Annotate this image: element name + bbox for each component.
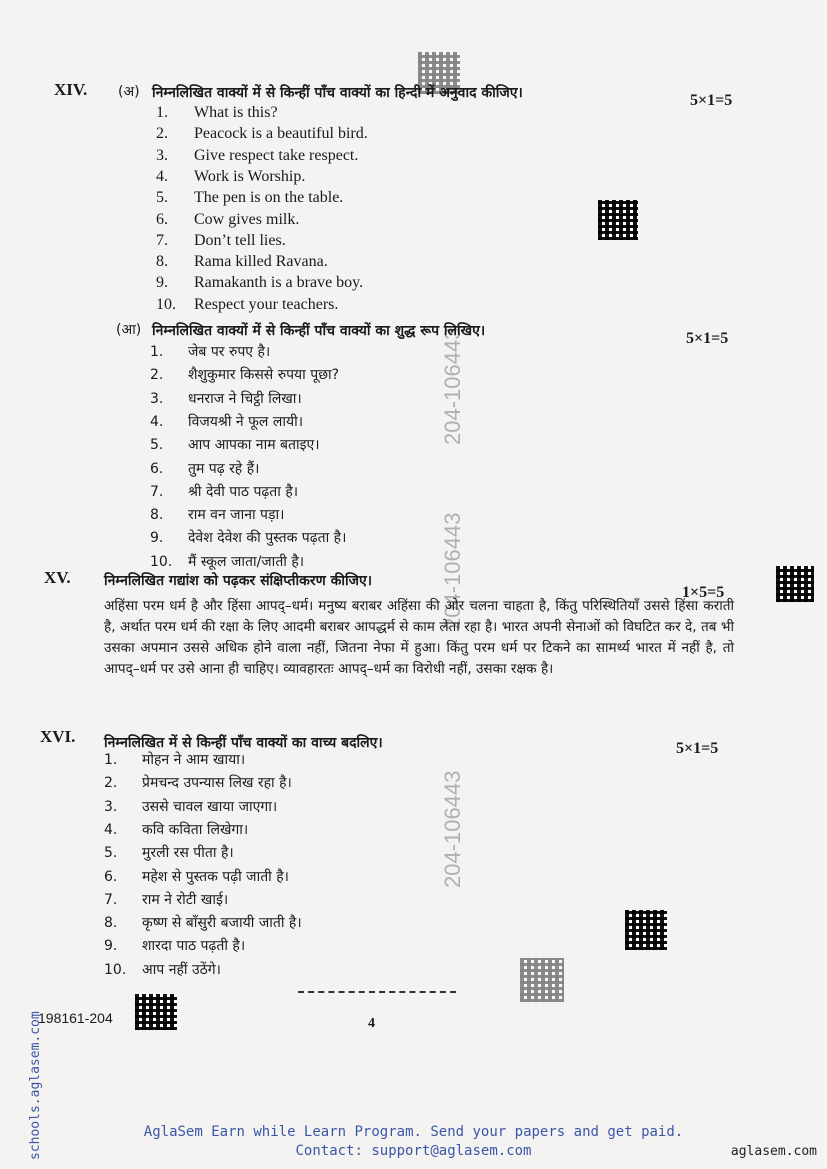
- watermark-2: 204-106443: [440, 512, 465, 630]
- q14-part-b-marks: 5×1=5: [686, 330, 729, 347]
- q16-item: [104, 913, 302, 932]
- q16-item-number: 10.: [104, 961, 127, 978]
- watermark-1: 204-106443: [440, 327, 465, 445]
- q15-instruction: निम्नलिखित गद्यांश को पढ़कर संक्षिप्तीकरण कीजिए।: [104, 573, 373, 589]
- question-number-15: XV.: [44, 568, 71, 587]
- q14a-item-number: 9.: [156, 274, 168, 292]
- q14b-item: [150, 528, 346, 547]
- q14b-item-number: 7.: [150, 483, 164, 500]
- q16-item: [104, 867, 289, 886]
- q14a-item-text: Rama killed Ravana.: [194, 253, 328, 271]
- q14b-item-text: आप आपका नाम बताइए।: [188, 437, 320, 454]
- q14b-item-text: राम वन जाना पड़ा।: [188, 507, 285, 524]
- q16-item-text: कवि कविता लिखेगा।: [142, 821, 249, 838]
- q14b-item: [150, 412, 303, 431]
- q14a-item-number: 7.: [156, 231, 168, 249]
- q14-part-b-instruction: निम्नलिखित वाक्यों में से किन्हीं पाँच वाक्यों का शुद्ध रूप लिखिए।: [152, 323, 486, 339]
- q14a-item-number: 5.: [156, 189, 168, 207]
- q14a-item-number: 10.: [156, 295, 176, 313]
- q16-item-text: प्रेमचन्द उपन्यास लिख रहा है।: [142, 775, 292, 792]
- q14b-item: [150, 365, 339, 384]
- q14b-item-text: तुम पढ़ रहे हैं।: [188, 460, 260, 477]
- q16-item: [104, 750, 245, 769]
- q14b-item-text: देवेश देवेश की पुस्तक पढ़ता है।: [188, 530, 347, 547]
- q14b-item-number: 5.: [150, 437, 164, 454]
- q16-item-text: महेश से पुस्तक पढ़ी जाती है।: [142, 868, 289, 885]
- q14b-item-number: 3.: [150, 390, 164, 407]
- q16-item-text: कृष्ण से बाँसुरी बजायी जाती है।: [142, 915, 302, 932]
- q14a-item: [156, 211, 299, 229]
- q14a-item-text: Peacock is a beautiful bird.: [194, 125, 368, 143]
- q16-item-number: 1.: [104, 752, 118, 768]
- q14a-item: [156, 253, 328, 271]
- datamatrix-code-center: [520, 958, 564, 1002]
- q14b-item-text: शैशुकुमार किससे रुपया पूछा?: [188, 367, 340, 384]
- q16-item-number: 7.: [104, 891, 118, 908]
- q16-item-number: 2.: [104, 775, 118, 792]
- q14b-item-number: 2.: [150, 367, 164, 384]
- page-number: 4: [368, 1016, 375, 1031]
- q14b-item: [150, 482, 298, 501]
- q16-item-text: उससे चावल खाया जाएगा।: [142, 798, 278, 815]
- q16-item-number: 4.: [104, 821, 118, 838]
- q14a-item-text: Cow gives milk.: [194, 210, 300, 228]
- q15-passage: अहिंसा परम धर्म है और हिंसा आपद्–धर्म। मनुष्य बराबर अहिंसा की ओर चलना चाहता है, किंतु परिस्थितियाँ उससे हिंसा कराती है, अर्थात परम धर्म की रक्षा के लिए आदमी बराबर आपद्धर्म से काम लेता रहा है। भारत अपनी सेनाओं को विघटित कर दे, तब भी उसका अपमान उससे अधिक होने वाला नहीं, जितना नेफा में हुआ। किंतु परम धर्म पर टिकने का सामर्थ्य भारत में नहीं है, तो आपद्–धर्म पर उसे आना ही चाहिए। व्यावहारतः आपद्–धर्म का विरोधी नहीं, उसका रक्षक है।: [104, 598, 734, 677]
- q14b-item-number: 10.: [150, 553, 173, 570]
- q16-instruction: निम्नलिखित में से किन्हीं पाँच वाक्यों का वाच्य बदलिए।: [104, 735, 383, 751]
- q14b-item-text: श्री देवी पाठ पढ़ता है।: [188, 483, 299, 500]
- q14a-item-text: What is this?: [194, 104, 278, 121]
- q16-item: [104, 797, 277, 816]
- q16-item: [104, 960, 221, 979]
- q14a-item: [156, 296, 338, 314]
- q16-item-text: शारदा पाठ पढ़ती है।: [142, 938, 246, 955]
- q14a-item-text: Don’t tell lies.: [194, 231, 286, 249]
- q14a-item: [156, 147, 358, 165]
- q16-item-text: मोहन ने आम खाया।: [142, 752, 246, 768]
- q14b-item-number: 4.: [150, 413, 164, 430]
- datamatrix-code-footer: [135, 994, 177, 1030]
- watermark-3: 204-106443: [440, 770, 465, 888]
- qr-code-margin: [776, 566, 814, 602]
- datamatrix-code-right: [598, 200, 638, 240]
- q16-item: [104, 936, 245, 955]
- q14b-item: [150, 459, 259, 478]
- q14b-item-number: 8.: [150, 507, 164, 524]
- q14b-item-number: 6.: [150, 460, 164, 477]
- q14b-item-number: 1.: [150, 344, 164, 360]
- side-website-text: schools.aglasem.com: [28, 1011, 43, 1160]
- q14b-item: [150, 435, 320, 454]
- q14a-item-number: 4.: [156, 167, 168, 185]
- q16-item: [104, 890, 228, 909]
- q14b-item: [150, 389, 302, 408]
- q15-marks: 1×5=5: [682, 584, 725, 601]
- q16-item-text: राम ने रोटी खाई।: [142, 891, 229, 908]
- q16-marks: 5×1=5: [676, 740, 719, 757]
- paper-code: 198161-204: [38, 1010, 113, 1026]
- footer-line-1: AglaSem Earn while Learn Program. Send your papers and get paid.: [143, 1124, 684, 1140]
- question-number-16: XVI.: [40, 727, 76, 746]
- q14a-item-number: 1.: [156, 104, 168, 121]
- datamatrix-code-lower: [625, 910, 667, 950]
- q16-item-number: 9.: [104, 938, 118, 955]
- q14a-item: [156, 189, 343, 207]
- q14-part-a-instruction: निम्नलिखित वाक्यों में से किन्हीं पाँच वाक्यों का हिन्दी में अनुवाद कीजिए।: [152, 85, 523, 101]
- q14b-item: [150, 552, 304, 571]
- q14a-item-number: 3.: [156, 146, 168, 164]
- footer-contact[interactable]: Contact: support@aglasem.com: [295, 1143, 532, 1159]
- q14a-item-text: The pen is on the table.: [194, 189, 344, 207]
- q14b-item-text: धनराज ने चिट्ठी लिखा।: [188, 390, 302, 407]
- q14a-item-text: Give respect take respect.: [194, 146, 359, 164]
- q16-item: [104, 843, 234, 862]
- q14a-item-text: Respect your teachers.: [194, 295, 339, 313]
- q14b-item: [150, 342, 270, 361]
- q14a-item-number: 2.: [156, 125, 168, 143]
- q14b-item-number: 9.: [150, 530, 164, 547]
- q14b-item: [150, 505, 284, 524]
- q14a-item: [156, 168, 305, 186]
- q16-item-number: 3.: [104, 798, 118, 815]
- q14-part-b-label: (आ): [116, 322, 142, 338]
- q14-part-a-label: (अ): [118, 84, 140, 100]
- q14a-item-number: 8.: [156, 253, 168, 271]
- footer-site-link[interactable]: aglasem.com: [730, 1144, 817, 1159]
- q14a-item-text: Ramakanth is a brave boy.: [194, 274, 364, 292]
- q14a-item: [156, 125, 368, 143]
- q14a-item-number: 6.: [156, 210, 168, 228]
- q14a-item-text: Work is Worship.: [194, 167, 306, 185]
- end-divider: [298, 991, 456, 993]
- q16-item-number: 5.: [104, 845, 118, 862]
- question-number-14: XIV.: [54, 80, 88, 99]
- q16-item: [104, 820, 248, 839]
- q14-part-a-marks: 5×1=5: [690, 92, 733, 109]
- q14b-item-text: मैं स्कूल जाता/जाती है।: [188, 553, 305, 570]
- q16-item-number: 8.: [104, 915, 118, 932]
- q14a-item: [156, 104, 278, 122]
- q16-item-text: आप नहीं उठेंगे।: [142, 961, 221, 978]
- q16-item: [104, 773, 292, 792]
- q14a-item: [156, 232, 286, 250]
- q14b-item-text: जेब पर रुपए है।: [188, 344, 271, 360]
- q14a-item: [156, 274, 363, 292]
- q14b-item-text: विजयश्री ने फूल लायी।: [188, 413, 304, 430]
- q16-item-text: मुरली रस पीता है।: [142, 845, 234, 862]
- q16-item-number: 6.: [104, 868, 118, 885]
